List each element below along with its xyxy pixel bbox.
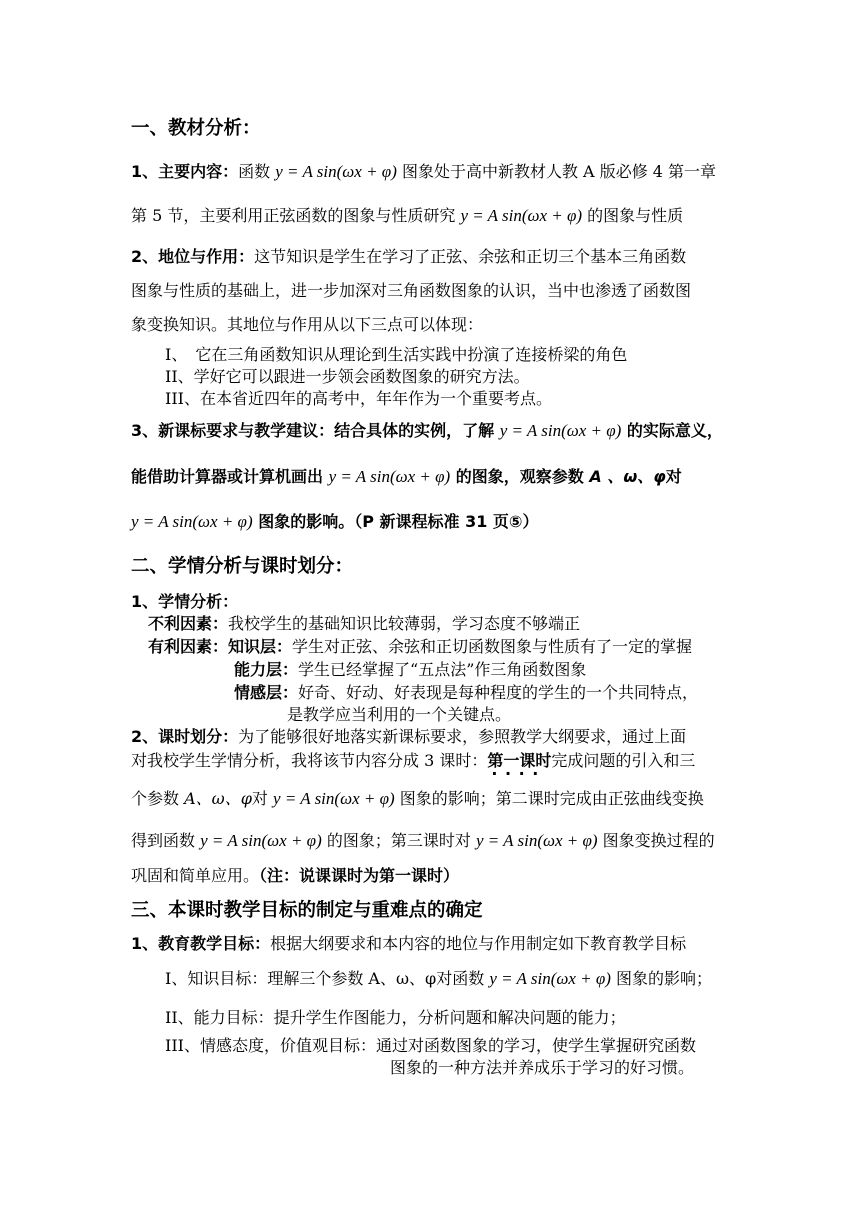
section-2-title: 二、学情分析与课时划分：: [131, 556, 354, 577]
formula: y = A sin(ωx + φ): [328, 467, 451, 486]
goal-3-cont: 图象的一种方法并养成乐于学习的好习惯。: [390, 1058, 695, 1077]
note: （注：说课课时为第一课时）: [259, 866, 460, 885]
bad-factors-line: [148, 613, 580, 635]
emotion-label: 情感层：: [234, 683, 299, 702]
emotion-line-2: 是教学应当利用的一个关键点。: [287, 705, 512, 724]
roman-item-2: II、学好它可以跟进一步领会函数图象的研究方法。: [165, 367, 530, 386]
text: 得到函数: [131, 831, 196, 850]
text: 好奇、好动、好表现是每种程度的学生的一个共同特点，: [298, 683, 699, 702]
params: A 、ω、φ: [589, 467, 666, 486]
period-line-4: [131, 830, 715, 852]
text: 对: [665, 467, 682, 486]
emotion-line: [234, 682, 698, 704]
period-line-3: [131, 788, 704, 810]
text: 的图象；第三课时对: [326, 831, 471, 850]
main-content-line-1: [131, 161, 716, 183]
ability-line: [234, 659, 586, 681]
text: 的图象与性质: [587, 206, 684, 225]
formula: y = A sin(ωx + φ): [475, 831, 598, 850]
role-line-1: [131, 246, 686, 268]
main-content-label: 1、主要内容：: [131, 162, 239, 181]
text: 学生对正弦、余弦和正切函数图象与性质有了一定的掌握: [292, 637, 693, 656]
text: 根据大纲要求和本内容的地位与作用制定如下教育教学目标: [270, 934, 687, 953]
text: 个参数: [131, 789, 180, 808]
requirement-line-1: [131, 420, 723, 442]
text: 图象的影响；第二课时完成由正弦曲线变换: [399, 789, 704, 808]
text: 图象的影响。（P 新课程标准 31 页⑤）: [258, 512, 539, 531]
text: 3、新课标要求与教学建议：结合具体的实例，了解: [131, 421, 495, 440]
formula: y = A sin(ωx + φ): [200, 831, 322, 850]
ability-label: 能力层：: [234, 660, 299, 679]
text: 为了能够很好地落实新课标要求，参照教学大纲要求，通过上面: [238, 727, 687, 746]
text: 完成问题的引入和三: [551, 751, 696, 770]
requirement-line-2: [131, 466, 682, 488]
role-line-3: 象变换知识。其地位与作用从以下三点可以体现：: [131, 315, 484, 334]
goal-2: II、能力目标：提升学生作图能力，分析问题和解决问题的能力；: [165, 1008, 626, 1027]
formula: y = A sin(ωx + φ): [499, 421, 622, 440]
text: 的图象，观察参数: [455, 467, 584, 486]
goal-1: [165, 968, 712, 990]
roman-item-1: I、 它在三角函数知识从理论到生活实践中扮演了连接桥梁的角色: [165, 345, 628, 364]
text: 图象处于高中新教材人教 A 版必修 4 第一章: [401, 162, 717, 181]
text: 第 5 节，主要利用正弦函数的图象与性质研究: [131, 206, 456, 225]
period-line-5: [131, 865, 459, 887]
period-line-1: [131, 726, 686, 748]
text: 图象变换过程的: [602, 831, 715, 850]
roman-item-3: III、在本省近四年的高考中，年年作为一个重要考点。: [165, 389, 552, 408]
text: 函数: [238, 162, 271, 181]
goals-label: 1、教育教学目标：: [131, 934, 271, 953]
text: 对我校学生学情分析，我将该节内容分成 3 课时：: [131, 751, 488, 770]
text: 我校学生的基础知识比较薄弱，学习态度不够端正: [228, 614, 581, 633]
learner-label: 1、学情分析：: [131, 592, 239, 611]
formula: y = A sin(ωx + φ): [131, 512, 253, 531]
text: 的实际意义，: [626, 421, 723, 440]
text: I、知识目标：理解三个参数 A、ω、φ对函数: [165, 969, 485, 988]
goals-intro-line: [131, 933, 686, 955]
role-line-2: 图象与性质的基础上，进一步加深对三角函数图象的认识，当中也渗透了函数图: [131, 281, 692, 300]
text: 这节知识是学生在学习了正弦、余弦和正切三个基本三角函数: [254, 247, 687, 266]
good-factors-line: [148, 636, 692, 658]
text: 对: [251, 789, 268, 808]
params: A、ω、φ: [184, 789, 252, 808]
text: 学生已经掌握了“五点法”作三角函数图象: [298, 660, 587, 679]
formula: y = A sin(ωx + φ): [489, 969, 611, 988]
text: 巩固和简单应用。: [131, 866, 260, 885]
good-factors-label: 有利因素：: [148, 637, 229, 656]
first-period-emphasis: 第一课时 · ·: [487, 751, 551, 770]
formula: y = A sin(ωx + φ): [273, 789, 395, 808]
formula: y = A sin(ωx + φ): [460, 206, 583, 225]
goal-3: III、情感态度，价值观目标：通过对函数图象的学习，使学生掌握研究函数: [165, 1036, 696, 1055]
text: 图象的影响；: [616, 969, 713, 988]
role-label: 2、地位与作用：: [131, 247, 255, 266]
knowledge-label: 知识层：: [228, 637, 293, 656]
section-3-title: 三、本课时教学目标的制定与重难点的确定: [131, 900, 483, 921]
formula: y = A sin(ωx + φ): [275, 162, 397, 181]
period-line-2: [131, 750, 695, 772]
text: 能借助计算器或计算机画出: [131, 467, 324, 486]
section-1-title: 一、教材分析：: [131, 118, 261, 139]
requirement-line-3: [131, 511, 538, 533]
main-content-line-2: [131, 205, 683, 227]
period-label: 2、课时划分：: [131, 727, 239, 746]
bad-factors-label: 不利因素：: [148, 614, 229, 633]
